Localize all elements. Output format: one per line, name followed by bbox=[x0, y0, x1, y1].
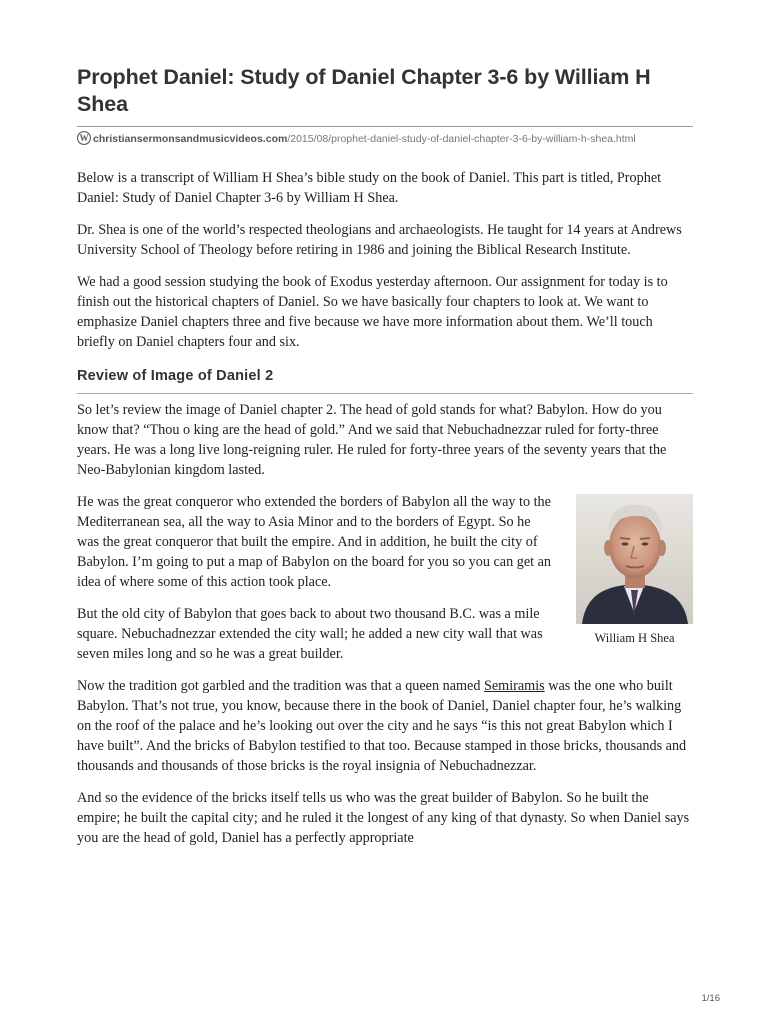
tradition-text-after: was the one who built Babylon. That’s not true, you know, because there in the book of Daniel, Daniel chapter four, he’s walking on the roof of the palace and he’s looking out over the city and he says “is this not great Babylon which I have built”. And the bricks of Babylon testified to that too. Because stamped in those bricks, thousands and thousands and thousands of those bricks is the royal insignia of Nebuchadnezzar. bbox=[77, 678, 687, 774]
source-path[interactable]: /2015/08/prophet-daniel-study-of-daniel-chapter-3-6-by-william-h-shea.html bbox=[287, 133, 636, 145]
source-url[interactable] bbox=[77, 131, 693, 146]
semiramis-link[interactable]: Semiramis bbox=[483, 678, 545, 694]
svg-text:W: W bbox=[79, 133, 89, 144]
source-domain[interactable]: christiansermonsandmusicvideos.com bbox=[93, 133, 288, 145]
portrait-caption: William H Shea bbox=[594, 631, 675, 645]
section-divider bbox=[77, 393, 693, 394]
section-heading: Review of Image of Daniel 2 bbox=[77, 368, 274, 384]
document-title: Prophet Daniel: Study of Daniel Chapter 3-6 by William H Shea bbox=[77, 65, 651, 116]
wordpress-icon bbox=[77, 131, 91, 145]
document-page bbox=[77, 64, 693, 860]
intro-paragraph-1: Below is a transcript of William H Shea’s bible study on the book of Daniel. This part is titled, Prophet Daniel: Study of Daniel Chapter 3-6 by William H Shea. bbox=[77, 170, 662, 206]
intro-paragraph-2: Dr. Shea is one of the world’s respected theologians and archaeologists. He taught for 14 years at Andrews University School of Theology before retiring in 1986 and joining the Biblical Research Institute. bbox=[77, 222, 682, 258]
float-block bbox=[77, 492, 693, 664]
intro-paragraph-3: We had a good session studying the book of Exodus yesterday afternoon. Our assignment for today is to finish out the historical chapters of Daniel. So we have basically four chapters to look at. We want to emphasize Daniel chapters three and five because we have more information about them. We’ll touch briefly on Daniel chapters four and six. bbox=[77, 274, 668, 350]
title-divider bbox=[77, 126, 693, 127]
portrait-photo bbox=[576, 494, 693, 624]
tradition-text-before: Now the tradition got garbled and the tradition was that a queen named bbox=[77, 678, 484, 694]
article-body bbox=[77, 168, 693, 848]
section-paragraph-2: He was the great conqueror who extended the borders of Babylon all the way to the Mediterranean sea, all the way to Asia Minor and to the borders of Egypt. So he was the great conqueror that built the empire. And in addition, he built the city of Babylon. I’m going to put a map of Babylon on the board for you so you can get an idea of where some of this action took place. bbox=[77, 494, 552, 590]
portrait-figure bbox=[576, 494, 693, 646]
section-paragraph-1: So let’s review the image of Daniel chapter 2. The head of gold stands for what? Babylon. How do you know that? “Thou o king are the head of gold.” And we said that Nebuchadnezzar ruled for forty-three years. He was a long live long-reigning ruler. He ruled for forty-three years of the seventy years that the Neo-Babylonian kingdom lasted. bbox=[77, 402, 667, 478]
section-paragraph-4 bbox=[77, 676, 693, 776]
section-paragraph-5: And so the evidence of the bricks itself tells us who was the great builder of Babylon. So he built the empire; he built the capital city; and he ruled it the longest of any king of that dynasty. So when Daniel says you are the head of gold, Daniel has a perfectly appropriate bbox=[77, 790, 690, 846]
section-paragraph-3: But the old city of Babylon that goes back to about two thousand B.C. was a mile square. Nebuchadnezzar extended the city wall; he added a new city wall that was seven miles long and so he was a great builder. bbox=[77, 606, 543, 662]
page-number: 1/16 bbox=[701, 993, 720, 1004]
